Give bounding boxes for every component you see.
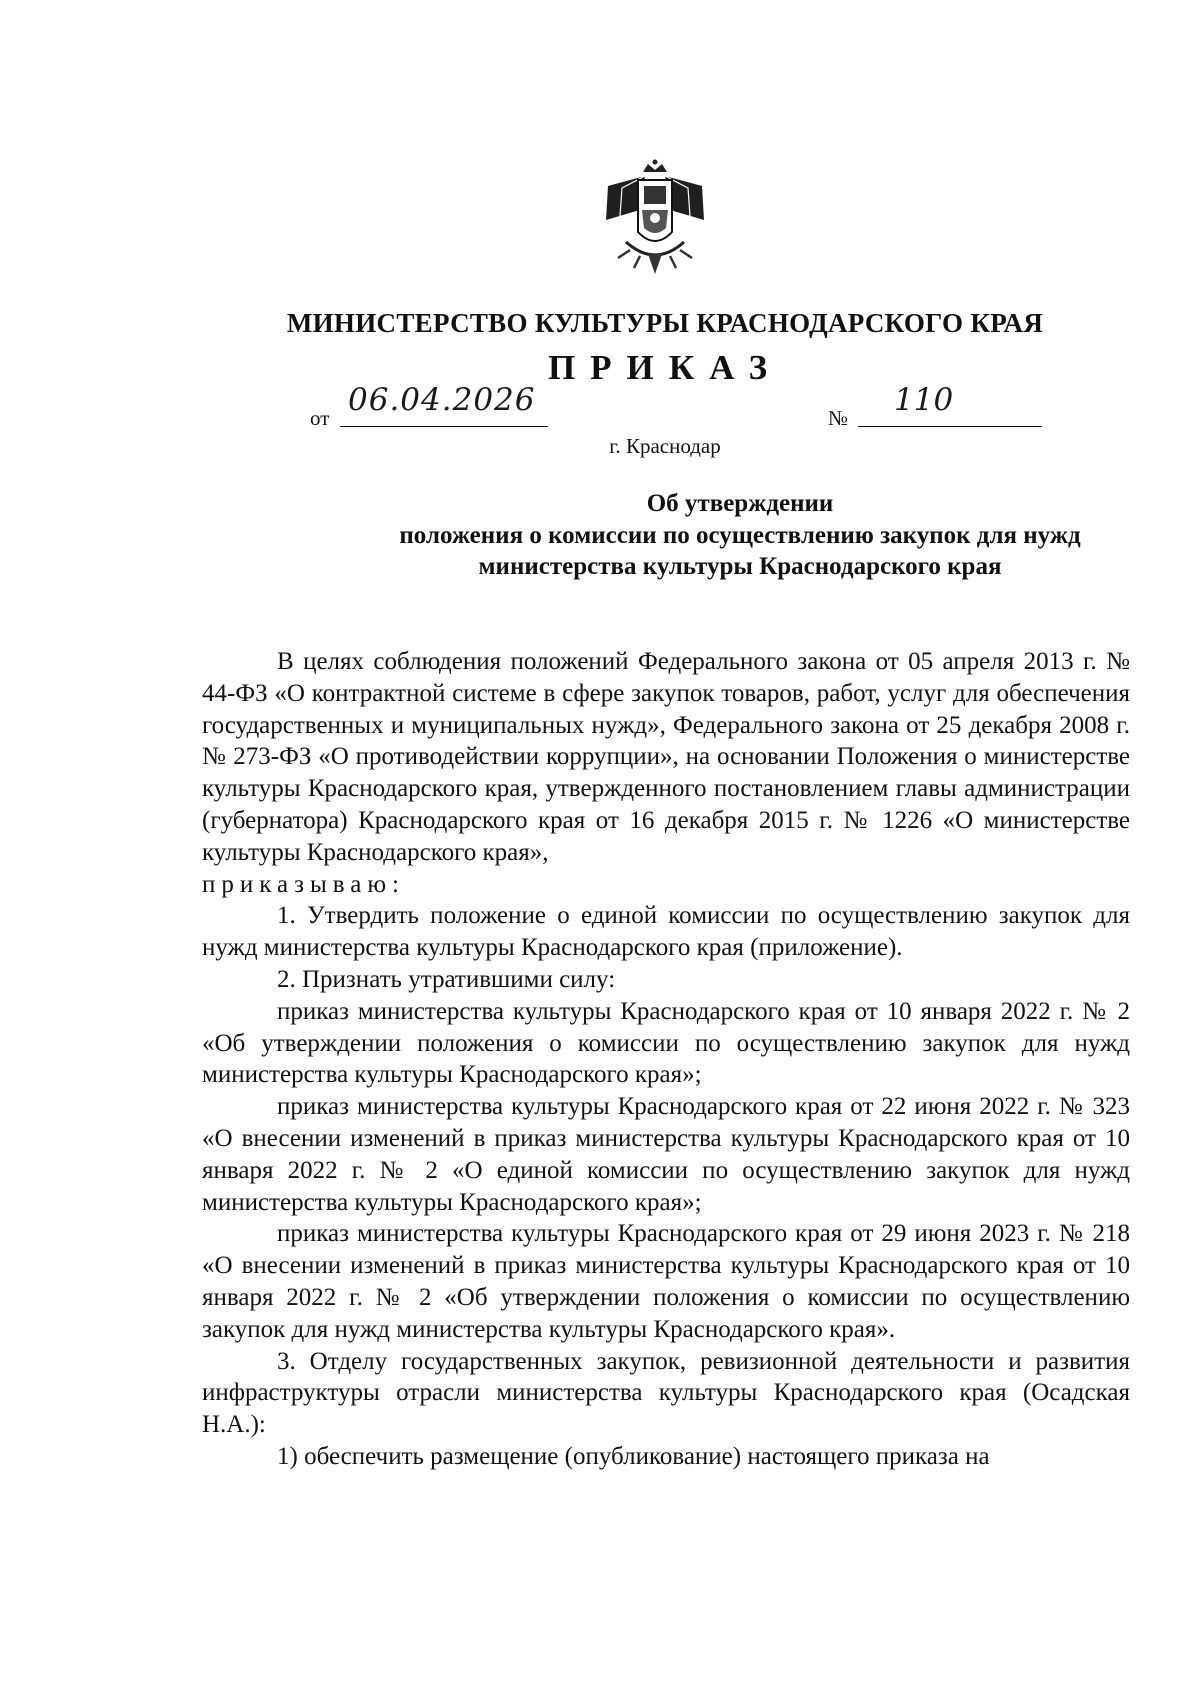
subject-line: Об утверждении xyxy=(646,490,834,517)
ministry-name: МИНИСТЕРСТВО КУЛЬТУРЫ КРАСНОДАРСКОГО КРАЯ xyxy=(286,308,1044,338)
item-2: 2. Признать утратившими силу: xyxy=(277,965,616,993)
city: г. Краснодар xyxy=(609,434,721,458)
subject-line: положения о комиссии по осуществлению закупок для нужд xyxy=(399,521,1081,549)
item-1: 1. Утвердить положение о единой комиссии по осуществлению закупок для нужд министерства культуры Краснодарского края (приложение). xyxy=(202,902,1130,962)
coat-of-arms-icon xyxy=(600,158,710,278)
item-2-b: приказ министерства культуры Краснодарского края от 22 июня 2022 г. № 323 «О внесении изменений в приказ министерства культуры Краснодарского края от 10 января 2022 г. № 2 «О единой комиссии по осуществлению закупок для нужд министерства культуры Краснодарского края»; xyxy=(202,1093,1130,1216)
item-2-c: приказ министерства культуры Краснодарского края от 29 июня 2023 г. № 218 «О внесении изменений в приказ министерства культуры Краснодарского края от 10 января 2022 г. № 2 «Об утверждении положения о комиссии по осуществлению закупок для нужд министерства культуры Краснодарского края». xyxy=(202,1220,1130,1343)
date-number-row xyxy=(310,382,1010,434)
document-subject xyxy=(300,488,1180,583)
date-prefix: от xyxy=(310,406,330,430)
document-type-title: ПРИКАЗ xyxy=(547,348,783,387)
item-3-1: 1) обеспечить размещение (опубликование) настоящего приказа на xyxy=(277,1442,990,1470)
item-3: 3. Отделу государственных закупок, ревизионной деятельности и развития инфраструктуры отрасли министерства культуры Краснодарского края (Осадская Н.А.): xyxy=(202,1347,1130,1439)
directive: приказываю: xyxy=(202,870,405,898)
number-prefix: № xyxy=(828,406,849,430)
handwritten-number: 110 xyxy=(858,382,1042,427)
document-body xyxy=(202,646,1130,1473)
preamble-paragraph: В целях соблюдения положений Федерального закона от 05 апреля 2013 г. № 44-ФЗ «О контрактной системе в сфере закупок товаров, работ, услуг для обеспечения государственных и муниципальных нужд», Федерального закона от 25 декабря 2008 г. № 273-ФЗ «О противодействии коррупции», на основании Положения о министерстве культуры Краснодарского края, утвержденного постановлением главы администрации (губернатора) Краснодарского края от 16 декабря 2015 г. № 1226 «О министерстве культуры Краснодарского края», xyxy=(202,648,1130,866)
handwritten-date: 06.04.2026 xyxy=(340,382,548,427)
item-2-a: приказ министерства культуры Краснодарского края от 10 января 2022 г. № 2 «Об утверждении положения о комиссии по осуществлению закупок для нужд министерства культуры Краснодарского края»; xyxy=(202,997,1130,1089)
subject-line: министерства культуры Краснодарского края xyxy=(478,553,1002,580)
